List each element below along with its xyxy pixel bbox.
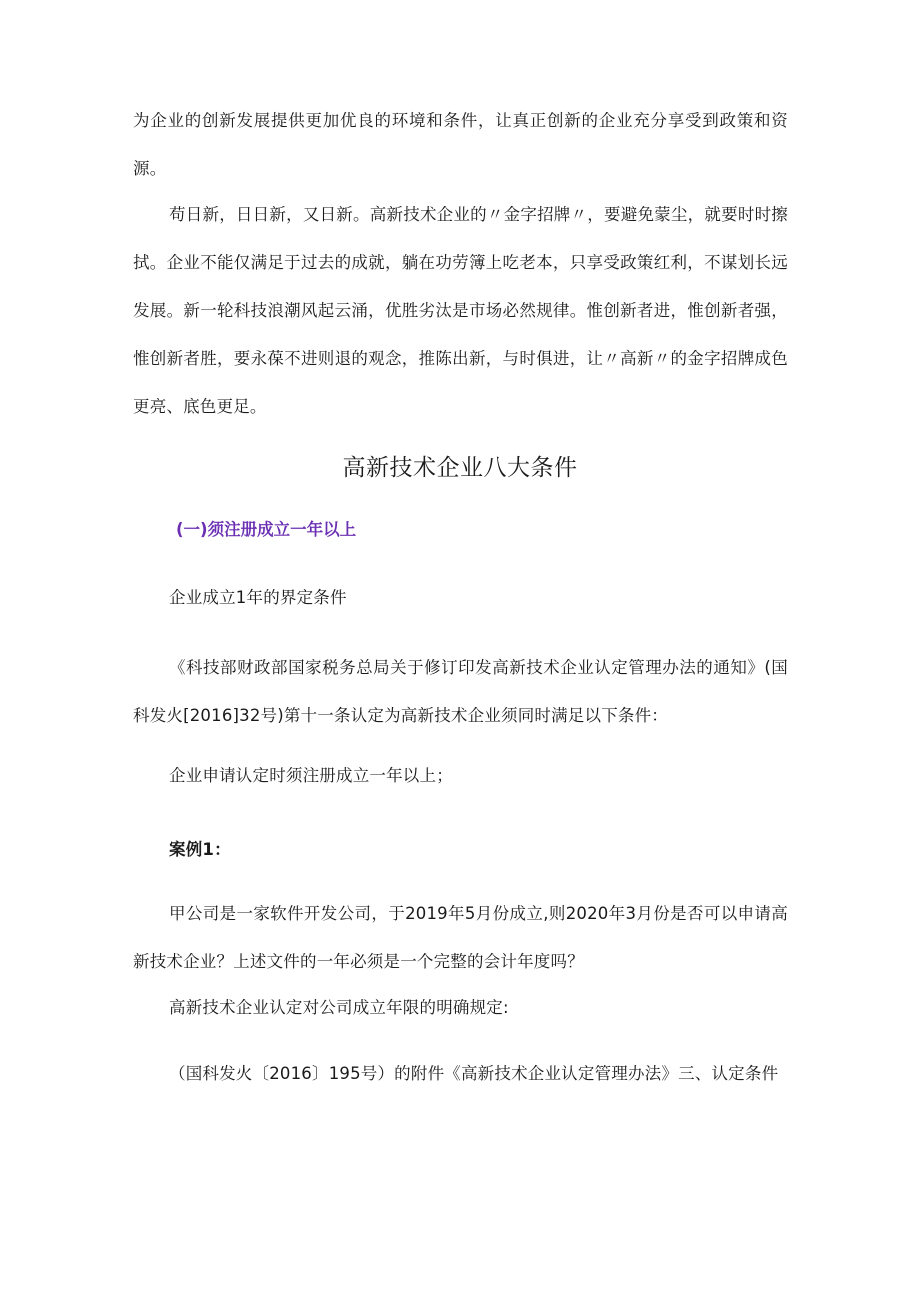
paragraph-golden-signboard: 苟日新，日日新，又日新。高新技术企业的〃金字招牌〃，要避免蒙尘，就要时时擦拭。企业不能仅满足于过去的成就，躺在功劳簿上吃老本，只享受政策红利，不谋划长远发展。新一轮科技浪潮风起云涌，优胜劣汰是市场必然规律。惟创新者进，惟创新者强，惟创新者胜，要永葆不进则退的观念，推陈出新，与时俱进，让〃高新〃的金字招牌成色更亮、底色更足。 [133, 205, 788, 416]
paragraph-intro-end: 为企业的创新发展提供更加优良的环境和条件，让真正创新的企业充分享受到政策和资源。 [133, 111, 788, 178]
paragraph-condition: 企业申请认定时须注册成立一年以上； [169, 766, 453, 785]
paragraph-rule-citation: （国科发火〔2016〕195号）的附件《高新技术企业认定管理办法》三、认定条件 [169, 1064, 779, 1083]
paragraph-definition-heading: 企业成立1年的界定条件 [169, 588, 347, 607]
paragraph-rule-heading: 高新技术企业认定对公司成立年限的明确规定: [169, 998, 509, 1017]
subsection-heading: (一)须注册成立一年以上 [176, 520, 357, 539]
paragraph-notice-citation: 《科技部财政部国家税务总局关于修订印发高新技术企业认定管理办法的通知》(国科发火[2016]32号)第十一条认定为高新技术企业须同时满足以下条件： [133, 658, 788, 725]
case-label: 案例1： [169, 840, 231, 859]
paragraph-case-question: 甲公司是一家软件开发公司，于2019年5月份成立,则2020年3月份是否可以申请高新技术企业？上述文件的一年必须是一个完整的会计年度吗？ [133, 904, 788, 971]
section-title: 高新技术企业八大条件 [342, 455, 578, 481]
